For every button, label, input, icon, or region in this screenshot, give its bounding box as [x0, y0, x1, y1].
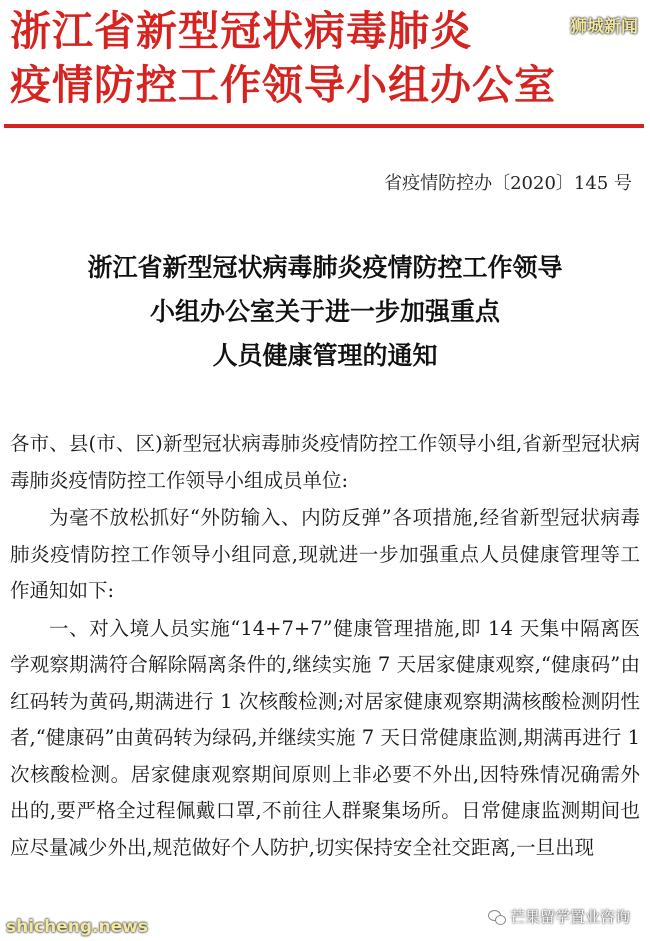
document-title	[0, 246, 650, 378]
header-title-line2: 疫情防控工作领导小组办公室	[10, 61, 556, 109]
body-paragraph-1: 为毫不放松抓好“外防输入、内防反弹”各项措施,经省新型冠状病毒肺炎疫情防控工作领导小组同意,现就进一步加强重点人员健康管理等工作通知如下:	[10, 506, 640, 602]
header-red-rule	[4, 124, 644, 128]
body-paragraph-2: 一、对入境人员实施“14+7+7”健康管理措施,即 14 天集中隔离医学观察期满符合解除隔离条件的,继续实施 7 天居家健康观察,“健康码”由红码转为黄码,期满进行 1 次核酸检测;对居家健康观察期满核酸检测阴性者,“健康码”由黄码转为绿码,并继续实施 7 天日常健康监测,期满再进行 1 次核酸检测。居家健康观察期间原则上非必要不外出,因特殊情况确需外出的,要严格全过程佩戴口罩,不前往人群聚集场所。日常健康监测期间也应尽量减少外出,规范做好个人防护,切实保持安全社交距离,一旦出现	[10, 616, 640, 859]
watermark-bottom-right	[488, 906, 630, 927]
document-title-line3: 人员健康管理的通知	[212, 341, 438, 370]
watermark-top-right: 狮城新闻	[570, 17, 638, 37]
watermark-bottom-left: shicheng.news	[6, 917, 148, 937]
wechat-icon	[488, 910, 506, 924]
document-body	[10, 426, 640, 867]
document-header	[0, 0, 650, 132]
document-title-line2: 小组办公室关于进一步加强重点	[149, 297, 500, 326]
document-number: 省疫情防控办〔2020〕145 号	[384, 173, 632, 194]
header-title-line1: 浙江省新型冠状病毒肺炎	[10, 7, 472, 55]
salutation-paragraph: 各市、县(市、区)新型冠状病毒肺炎疫情防控工作领导小组,省新型冠状病毒肺炎疫情防控工作领导小组成员单位:	[10, 432, 640, 492]
document-title-line1: 浙江省新型冠状病毒肺炎疫情防控工作领导	[87, 253, 563, 282]
watermark-bottom-right-text: 芒果留学置业咨询	[509, 908, 630, 926]
